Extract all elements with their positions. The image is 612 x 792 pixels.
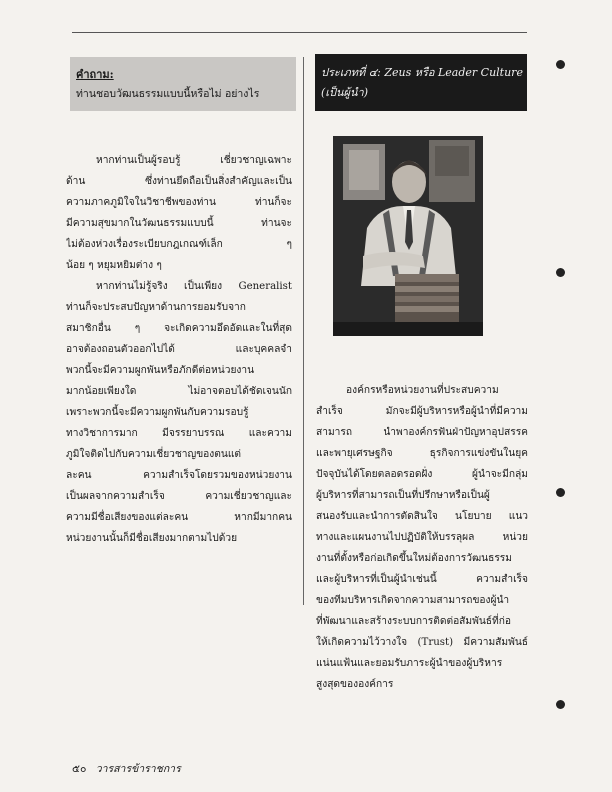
left-line: ความมีชื่อเสียงของแต่ละคน หากมีมากคน xyxy=(66,512,292,523)
page-number: ๕๐ xyxy=(72,763,87,775)
left-line: อาจต้องถอนตัวออกไปได้ และบุคคลจำ xyxy=(66,344,292,355)
left-line: ทางวิชาการมาก มีจรรยาบรรณ และความ xyxy=(66,428,292,439)
left-line: ไม่ต้องห่วงเรื่องระเบียบกฎเกณฑ์เล็ก ๆ xyxy=(66,239,292,250)
left-line: สมาชิกอื่น ๆ จะเกิดความอึดอัดและในที่สุด xyxy=(66,323,292,334)
left-line: ด้าน ซึ่งท่านยึดถือเป็นสิ่งสำคัญและเป็น xyxy=(66,176,292,187)
right-line: สูงสุดขององค์การ xyxy=(316,679,394,690)
leader-photo-illustration xyxy=(333,136,483,336)
right-line: ให้เกิดความไว้วางใจ (Trust) มีความสัมพันธ์ xyxy=(316,637,528,648)
left-line: พวกนี้จะมีความผูกพันหรือภักดีต่อหน่วยงาน xyxy=(66,365,255,376)
right-line: งานที่ตั้งหรือก่อเกิดขึ้นใหม่ต้องการวัฒนธรรม xyxy=(316,553,512,564)
right-line: ผู้บริหารที่สามารถเป็นที่ปรึกษาหรือเป็นผู้ xyxy=(316,490,490,501)
right-line: สำเร็จ มักจะมีผู้บริหารหรือผู้นำที่มีความ xyxy=(316,406,528,417)
page-footer xyxy=(72,760,181,777)
right-line: ปัจจุบันได้โดยตลอดรอดฝั่ง ผู้นำจะมีกลุ่ม xyxy=(316,469,528,480)
culture-type-subtitle: (เป็นผู้นำ) xyxy=(321,86,368,99)
left-line: ท่านก็จะประสบปัญหาด้านการยอมรับจาก xyxy=(66,302,246,313)
right-line: และผู้บริหารที่เป็นผู้นำเช่นนี้ ความสำเร็จ xyxy=(316,574,528,585)
left-line: ภูมิใจติดไปกับความเชี่ยวชาญของตนแต่ xyxy=(66,449,242,460)
left-line: น้อย ๆ หยุมหยิมต่าง ๆ xyxy=(66,260,162,271)
left-line: มากน้อยเพียงใด ไม่อาจตอบได้ชัดเจนนัก xyxy=(66,386,292,397)
binder-hole xyxy=(556,60,565,69)
right-line: และพายุเศรษฐกิจ ธุรกิจการแข่งขันในยุค xyxy=(316,448,528,459)
binder-hole xyxy=(556,700,565,709)
question-title: คำถาม: xyxy=(76,68,114,81)
top-rule xyxy=(72,32,527,33)
left-line: หน่วยงานนั้นก็มีชื่อเสียงมากตามไปด้วย xyxy=(66,533,238,544)
leader-photo xyxy=(333,136,483,336)
left-column-body xyxy=(66,150,292,549)
publication-name: วารสารข้าราชการ xyxy=(95,763,181,775)
question-text: ท่านชอบวัฒนธรรมแบบนี้หรือไม่ อย่างไร xyxy=(76,88,260,100)
binder-hole xyxy=(556,268,565,277)
column-divider xyxy=(303,57,304,605)
left-line: ความภาคภูมิใจในวิชาชีพของท่าน ท่านก็จะ xyxy=(66,197,292,208)
right-line: ทางและแผนงานไปปฏิบัติให้บรรลุผล หน่วย xyxy=(316,532,528,543)
right-line: องค์กรหรือหน่วยงานที่ประสบความ xyxy=(346,385,499,396)
left-line: หากท่านไม่รู้จริง เป็นเพียง Generalist xyxy=(96,281,292,292)
right-line: สามารถ นำพาองค์กรฟันฝ่าปัญหาอุปสรรค xyxy=(316,427,528,438)
right-line: แน่นแฟ้นและยอมรับภาระผู้นำของผู้บริหาร xyxy=(316,658,503,669)
right-column-body xyxy=(316,380,528,695)
left-line: เป็นผลจากความสำเร็จ ความเชี่ยวชาญและ xyxy=(66,491,292,502)
question-box xyxy=(70,57,296,111)
left-line: มีความสุขมากในวัฒนธรรมแบบนี้ ท่านจะ xyxy=(66,218,292,229)
binder-hole xyxy=(556,488,565,497)
left-line: เพราะพวกนี้จะมีความผูกพันกับความรอบรู้ xyxy=(66,407,249,418)
right-line: ที่พัฒนาและสร้างระบบการติดต่อสัมพันธ์ที่ก่อ xyxy=(316,616,512,627)
culture-type-title: ประเภทที่ ๔: Zeus หรือ Leader Culture xyxy=(321,66,523,79)
left-line: หากท่านเป็นผู้รอบรู้ เชี่ยวชาญเฉพาะ xyxy=(96,155,292,166)
right-line: สนองรับและนำการตัดสินใจ นโยบาย แนว xyxy=(316,511,528,522)
culture-type-header xyxy=(315,54,527,111)
right-line: ของทีมบริหารเกิดจากความสามารถของผู้นำ xyxy=(316,595,510,606)
left-line: ละคน ความสำเร็จโดยรวมของหน่วยงาน xyxy=(66,470,292,481)
